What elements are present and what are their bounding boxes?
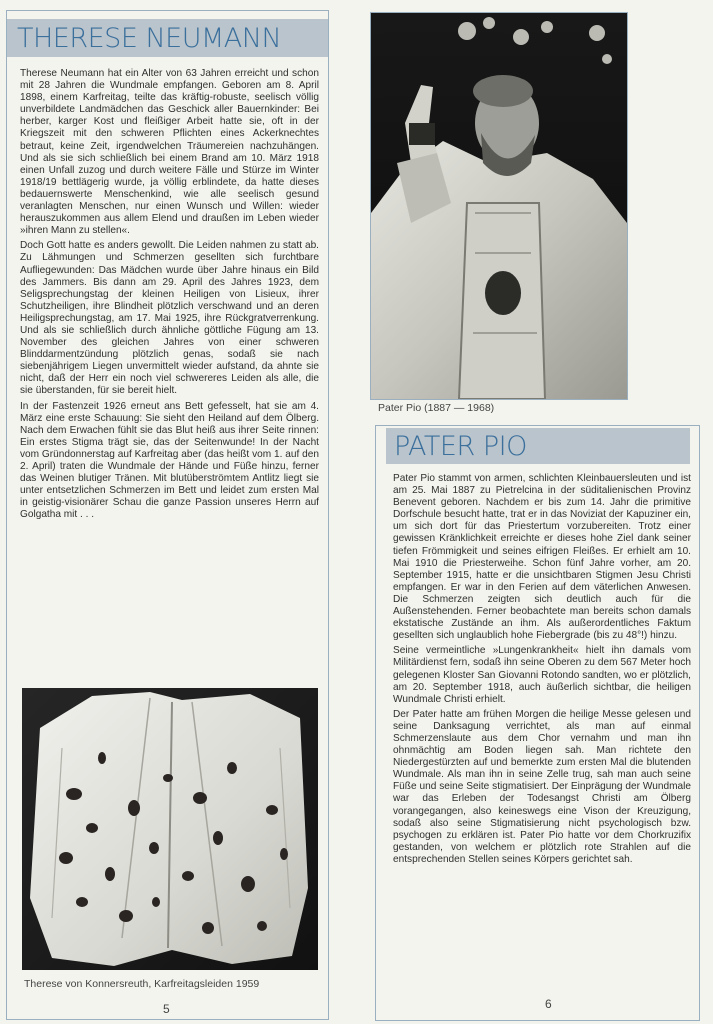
- right-article-body: [393, 473, 691, 993]
- right-paragraph-1: Pater Pio stammt von armen, schlichten Kleinbauersleuten und ist am 25. Mai 1887 zu Pietrelcina in der süditalienischen Provinz Benevent geboren. Nachdem er bis zum 14. Jahr die primitive Dorfschule besucht hatte, trat er in das Noviziat der Kapuziner ein, um sich dort für das Priestertum vorzubereiten. Trotz einer gewissen Kränklichkeit erreichte er dieses hohe Ziel dank seiner tiefen Frömmigkeit und seines eifrigen Fleißes. Er erhielt am 10. Mai 1910 die Priesterweihe. Schon fünf Jahre vorher, am 20. September 1915, hatte er die unsichtbaren Stigmen Jesu Christi empfangen. Er war in den Ferien auf dem väterlichen Anwesen. Die Schmerzen zeigten sich deutlich auch für die Außenstehenden. Ferner beobachtete man bereits schon damals ekstatische Zustände an ihm. Als außerordentliches Faktum gesellten sich unglaublich hohe Fiebergrade (bis zu 48°!) hinzu.: [393, 473, 691, 642]
- left-photo-caption: Therese von Konnersreuth, Karfreitagsleiden 1959: [24, 978, 260, 990]
- left-paragraph-2: Doch Gott hatte es anders gewollt. Die Leiden nahmen zu statt ab. Zu Lähmungen und Schmerzen gesellten sich furchtbare Aufliegewunden: Das Mädchen wurde über Jahre hinaus ein Bild des Jammers. Bis dann am 29. April des Jahres 1923, dem Seligsprechungstag der kleinen Heiligen von Lisieux, ihrer Schutzheiligen, ihre Blindheit plötzlich verschwand und an deren Heiligsprechungstag, am 17. Mai 1925, ihre Rückgratverrenkung. Und als sie schließlich durch ähnliche göttliche Fügung am 13. November des gleichen Jahres von einer schweren Blinddarmentzündung plötzlich genas, sodaß sie nach siebenjährigem Liegen unvermittelt wieder aufstand, da ahnte sie nicht, daß der Herr ein noch viel schwereres Leiden als alle, die sie überstanden, für sie bereit hielt.: [20, 240, 319, 397]
- bloodstained-garment-photo: [22, 688, 318, 970]
- left-article-title: THERESE NEUMANN: [17, 22, 282, 54]
- right-photo-caption: Pater Pio (1887 — 1968): [378, 402, 495, 414]
- left-article-body: [20, 68, 319, 662]
- right-article-title: PATER PIO: [394, 430, 527, 462]
- left-paragraph-1: Therese Neumann hat ein Alter von 63 Jahren erreicht und schon mit 28 Jahren die Wundmale empfangen. Geboren am 8. April 1898, einem Karfreitag, teilte das kräftig-robuste, seelisch völlig unverbildete Landmädchen das Geschick aller Bauernkinder: Bei herber, karger Kost und fleißiger Arbeit hatte sie, oft in der Kriegszeit mit den schweren Pflichten eines Ackerknechtes betraut, keine Zeit, irgendwelchen Träumereien nachzuhängen. Und als sie sich schließlich bei einem Brand am 10. März 1918 einen Unfall zuzog und durch weitere Fälle und Stürze im Winter 1918/19 bettlägerig wurde, ja völlig erblindete, da hatte dieses bedauernswerte Menschenkind, wie alle seelisch gesund veranlagten Menschen, nur einen Wunsch und Willen: wieder herauszukommen aus allem Elend und draußen im Leben wieder »ihren Mann zu stellen«.: [20, 68, 319, 237]
- right-page-number: 6: [545, 997, 552, 1011]
- left-page-number: 5: [163, 1002, 170, 1016]
- left-article-title-band: [7, 19, 328, 57]
- pater-pio-photo: [370, 12, 628, 400]
- right-paragraph-3: Der Pater hatte am frühen Morgen die heilige Messe gelesen und seine Danksagung verrichtet, als man auf einmal Schmerzenslaute aus dem Chor vernahm und man ihn ohnmächtig am Boden liegen sah. Man richtete den Niedergestürzten auf und bemerkte zum ersten Mal die blutenden Wundmale. Als man ihn in seine Zelle trug, sah man auch seine Füße und seine Seite stigmatisiert. Der Einprägung der Wundmale war das Erleben der Todesangst Christi am Ölberg vorangegangen, also keineswegs eine Vison der Kreuzigung, sodaß also seine Stigmatisierung nicht psychologisch bzw. psychogen zu erklären ist. Pater Pio hatte vor dem Chorkruzifix gestanden, von welchem er plötzlich rote Strahlen auf die entsprechenden Stellen seines Körpers gerichtet sah.: [393, 708, 691, 865]
- right-article-title-band: [386, 428, 690, 464]
- right-paragraph-2: Seine vermeintliche »Lungenkrankheit« hielt ihn damals vom Militärdienst fern, sodaß ihn seine Oberen zu dem 567 Meter hoch gelegenen Kloster San Giovanni Rotondo sandten, wo er plötzlich, am 20. September 1918, auch äußerlich sichtbar, die heiligen Wundmale Christi erhielt.: [393, 645, 691, 705]
- left-paragraph-3: In der Fastenzeit 1926 erneut ans Bett gefesselt, hat sie am 4. März eine erste Schauung: Sie sieht den Heiland auf dem Ölberg. Nach dem Erwachen fühlt sie das Blut heiß aus ihrer Seite rinnen: Ein erstes Stigma trägt sie, das der Seitenwunde! In der Nacht vom Gründonnerstag auf Karfreitag aber (das heißt vom 1. auf den 2. April) traten die Wundmale der Hände und Füße hinzu, ferner das Weinen blutiger Tränen. Mit blutüberströmtem Antlitz liegt sie unter entsetzlichen Schmerzen im Bett und leidet zum ersten Mal in geistig-visionärer Schau die ganze Passion unseres Herrn auf Golgatha mit . . .: [20, 400, 319, 521]
